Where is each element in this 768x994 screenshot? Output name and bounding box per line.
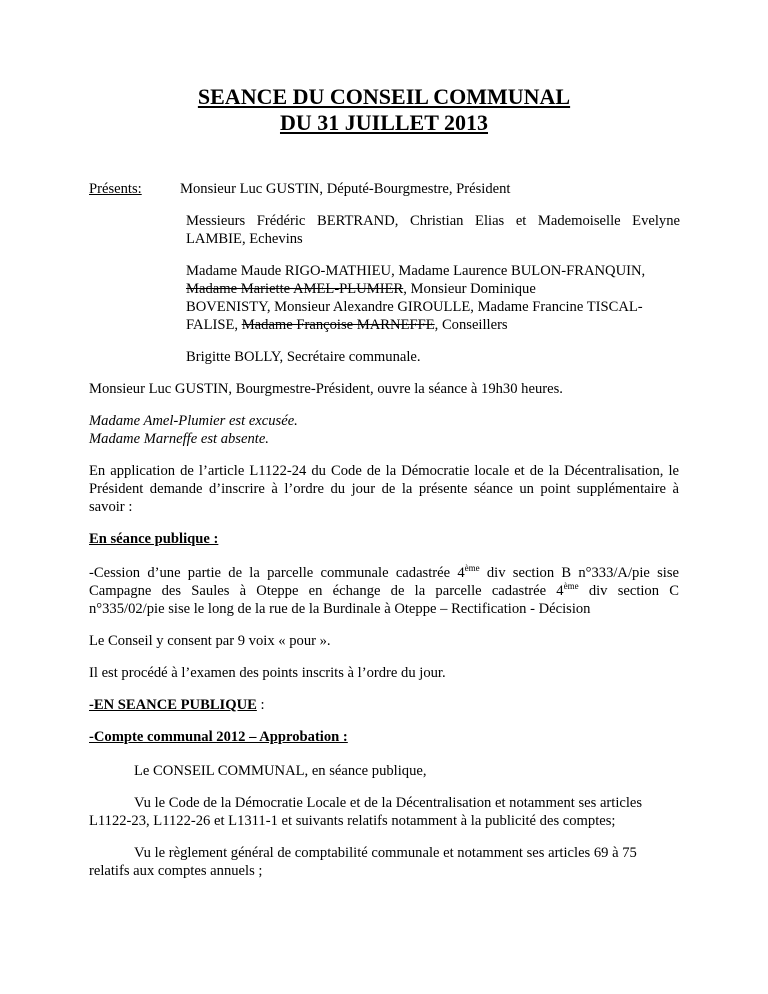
cession-line3: n°335/02/pie sise le long de la rue de la Burdinale à Oteppe – Rectification - Décision (89, 601, 591, 617)
application-line2: Président demande d’inscrire à l’ordre du jour de la présente séance un point supplémentaire à (89, 481, 679, 497)
examen-paragraph: Il est procédé à l’examen des points inscrits à l’ordre du jour. (89, 665, 446, 681)
presents-label: Présents: (89, 181, 142, 197)
conseillers-line2-rest: , Monsieur Dominique (403, 281, 536, 297)
cession-line1 (89, 564, 679, 582)
conseillers-line4 (186, 316, 508, 334)
cession-line2 (89, 582, 679, 600)
superscript-eme: ème (563, 581, 579, 591)
conseillers-line3: BOVENISTY, Monsieur Alexandre GIROULLE, Madame Francine TISCAL- (186, 299, 643, 315)
document-title-line1: SEANCE DU CONSEIL COMMUNAL (197, 84, 571, 109)
compte-communal-heading-text: -Compte communal 2012 – Approbation : (89, 729, 348, 745)
cession-line2-b: div section C (578, 583, 679, 599)
en-seance-publique-colon: : (256, 697, 265, 713)
vu-reglement-line1: Vu le règlement général de comptabilité communale et notamment ses articles 69 à 75 (134, 845, 637, 861)
conseillers-line4-end: , Conseillers (434, 317, 508, 333)
application-line1: En application de l’article L1122-24 du Code de la Démocratie locale et de la Décentralisation, le (89, 463, 679, 479)
en-seance-publique-heading (89, 696, 265, 714)
ouverture-paragraph: Monsieur Luc GUSTIN, Bourgmestre-Président, ouvre la séance à 19h30 heures. (89, 381, 563, 397)
absence-line2: Madame Marneffe est absente. (89, 431, 269, 447)
echevins-line2: LAMBIE, Echevins (186, 231, 303, 247)
struck-name-marneffe: Madame Françoise MARNEFFE (241, 317, 435, 333)
vu-code-line2: L1122-23, L1122-26 et L1311-1 et suivants relatifs notamment à la publicité des comptes; (89, 813, 616, 829)
seance-publique-heading-text: En séance publique : (89, 531, 219, 547)
application-line3: savoir : (89, 499, 133, 515)
president-line: Monsieur Luc GUSTIN, Député-Bourgmestre, Président (180, 181, 511, 197)
compte-communal-heading (89, 728, 348, 746)
document-title-line2: DU 31 JUILLET 2013 (279, 110, 489, 135)
cession-line2-a: Campagne des Saules à Oteppe en échange de la parcelle cadastrée 4 (89, 583, 564, 599)
struck-name-amel-plumier: Madame Mariette AMEL-PLUMIER (186, 281, 404, 297)
cession-line1-a: -Cession d’une partie de la parcelle communale cadastrée 4 (89, 565, 465, 581)
secretaire-line: Brigitte BOLLY, Secrétaire communale. (186, 349, 421, 365)
seance-publique-heading (89, 530, 218, 548)
absence-line1: Madame Amel-Plumier est excusée. (89, 413, 298, 429)
en-seance-publique-label: -EN SEANCE PUBLIQUE (89, 697, 257, 713)
conseil-paragraph: Le CONSEIL COMMUNAL, en séance publique, (134, 763, 427, 779)
vu-reglement-line2: relatifs aux comptes annuels ; (89, 863, 263, 879)
consent-paragraph: Le Conseil y consent par 9 voix « pour ». (89, 633, 331, 649)
cession-line1-b: div section B n°333/A/pie sise (479, 565, 679, 581)
conseillers-line1: Madame Maude RIGO-MATHIEU, Madame Laurence BULON-FRANQUIN, (186, 263, 646, 279)
superscript-eme: ème (464, 563, 480, 573)
echevins-line1: Messieurs Frédéric BERTRAND, Christian Elias et Mademoiselle Evelyne (186, 213, 680, 229)
conseillers-line2 (186, 280, 536, 298)
conseillers-line4-start: FALISE, (186, 317, 242, 333)
vu-code-line1: Vu le Code de la Démocratie Locale et de la Décentralisation et notamment ses articles (134, 795, 643, 811)
